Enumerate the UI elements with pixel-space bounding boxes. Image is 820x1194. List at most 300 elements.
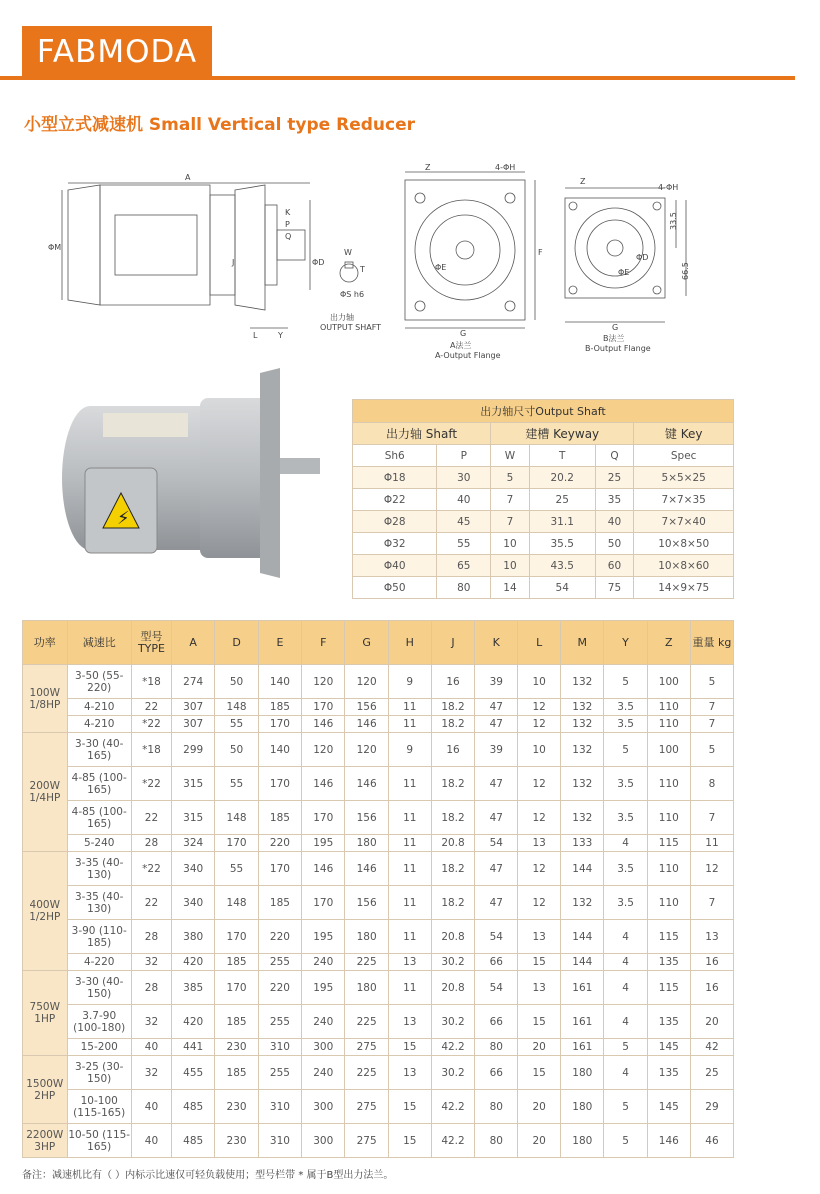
shaft-cell: 5×5×25 [634,467,734,489]
table-cell: 120 [345,665,388,699]
table-cell: 13 [518,835,561,852]
table-cell: 40 [131,1124,171,1158]
table-cell: 385 [172,971,215,1005]
shaft-cell: 20.2 [529,467,595,489]
table-cell: 310 [258,1090,301,1124]
header-rule [0,76,795,80]
table-cell: 12 [518,886,561,920]
table-cell: 42 [690,1039,733,1056]
shaft-table-title: 出力轴尺寸Output Shaft [353,400,734,423]
flange-b-E: ΦE [618,268,630,277]
table-cell: 12 [518,767,561,801]
flange-b-d2: 66.5 [681,262,690,280]
shaft-cell: 80 [437,577,491,599]
table-cell: 132 [561,886,604,920]
table-cell: 15-200 [67,1039,131,1056]
table-cell: 255 [258,1005,301,1039]
shaft-cell: 10×8×50 [634,533,734,555]
shaft-cell: 14×9×75 [634,577,734,599]
table-cell: 55 [215,716,258,733]
table-cell: 180 [561,1056,604,1090]
table-cell: *18 [131,665,171,699]
table-cell: 54 [475,920,518,954]
shaft-group-keyway: 建槽 Keyway [491,423,634,445]
table-cell: 39 [475,733,518,767]
table-cell: 32 [131,954,171,971]
table-cell: 100 [647,665,690,699]
table-cell: 195 [302,971,345,1005]
table-cell: 240 [302,954,345,971]
table-row [23,1056,734,1090]
table-cell: 4-210 [67,716,131,733]
shaft-cell: 10 [491,555,530,577]
table-cell: 275 [345,1090,388,1124]
table-cell: 275 [345,1039,388,1056]
table-cell: 135 [647,1005,690,1039]
shaft-cell: Φ22 [353,489,437,511]
table-cell: 22 [131,801,171,835]
table-cell: 455 [172,1056,215,1090]
shaft-row [353,511,734,533]
shaft-group-shaft: 出力轴 Shaft [353,423,491,445]
table-cell: 66 [475,1005,518,1039]
table-cell: 7 [690,699,733,716]
table-cell: 161 [561,1039,604,1056]
table-cell: 315 [172,801,215,835]
table-cell: 20 [518,1090,561,1124]
table-cell: 3.5 [604,801,647,835]
brand-logo: FABMODA [22,26,212,78]
table-cell: 148 [215,801,258,835]
table-cell: 29 [690,1090,733,1124]
table-cell: 145 [647,1039,690,1056]
table-cell: 185 [258,699,301,716]
table-cell: 380 [172,920,215,954]
table-cell: 170 [302,699,345,716]
table-cell: 13 [388,954,431,971]
dim-A: A [185,173,191,182]
table-cell: 340 [172,886,215,920]
table-cell: 3.5 [604,852,647,886]
table-cell: 5 [604,733,647,767]
table-cell: 13 [690,920,733,954]
flange-b-d1: 33.5 [669,212,678,230]
table-cell: 7 [690,716,733,733]
table-cell: 170 [258,852,301,886]
main-col-header: Z [647,621,690,665]
table-row [23,733,734,767]
table-cell: 28 [131,835,171,852]
power-cell: 1500W 2HP [23,1056,68,1124]
table-cell: 180 [345,920,388,954]
shaft-cell: 40 [595,511,634,533]
table-cell: 156 [345,886,388,920]
table-cell: 133 [561,835,604,852]
table-cell: 145 [647,1090,690,1124]
power-cell: 100W 1/8HP [23,665,68,733]
table-cell: 4-85 (100-165) [67,801,131,835]
table-row [23,716,734,733]
table-cell: 5 [604,1124,647,1158]
main-col-header: L [518,621,561,665]
shaft-cell: 31.1 [529,511,595,533]
table-cell: 310 [258,1039,301,1056]
table-cell: 275 [345,1124,388,1158]
main-col-header: H [388,621,431,665]
table-cell: 300 [302,1039,345,1056]
table-cell: 120 [302,665,345,699]
page-title: 小型立式减速机 Small Vertical type Reducer [24,115,416,135]
table-row [23,767,734,801]
table-cell: 11 [388,835,431,852]
footnote: 备注：减速机比有（ ）内标示比速仅可轻负载使用；型号栏带 * 属于B型出力法兰。 [22,1170,394,1181]
table-cell: 185 [215,954,258,971]
shaft-cell: 54 [529,577,595,599]
svg-text:⚡: ⚡ [117,508,130,529]
dim-T: T [360,265,365,274]
table-cell: 132 [561,767,604,801]
shaft-cell: 50 [595,533,634,555]
shaft-cell: 75 [595,577,634,599]
table-cell: 225 [345,954,388,971]
shaft-cell: 43.5 [529,555,595,577]
flange-a-F: F [538,248,543,257]
shaft-cell: 10×8×60 [634,555,734,577]
table-cell: 7 [690,886,733,920]
table-cell: 5 [690,733,733,767]
table-cell: 42.2 [431,1124,475,1158]
table-cell: 132 [561,716,604,733]
table-cell: 161 [561,1005,604,1039]
table-cell: 4 [604,920,647,954]
table-cell: 170 [302,886,345,920]
table-cell: 16 [431,733,475,767]
table-cell: 16 [431,665,475,699]
table-row [23,835,734,852]
table-cell: 47 [475,852,518,886]
shaft-group-key: 键 Key [634,423,734,445]
flange-b-G: G [612,323,619,332]
table-row [23,852,734,886]
table-cell: 4 [604,1005,647,1039]
shaft-cell: Φ18 [353,467,437,489]
table-cell: 110 [647,699,690,716]
table-cell: 300 [302,1090,345,1124]
table-cell: 13 [388,1056,431,1090]
power-cell: 2200W 3HP [23,1124,68,1158]
table-cell: 3-35 (40-130) [67,852,131,886]
table-cell: 5 [604,1090,647,1124]
table-cell: 195 [302,920,345,954]
table-cell: 25 [690,1056,733,1090]
shaft-col-header: T [529,445,595,467]
table-cell: 4-210 [67,699,131,716]
table-cell: 42.2 [431,1039,475,1056]
table-cell: 3-35 (40-130) [67,886,131,920]
shaft-cell: 65 [437,555,491,577]
dim-Y: Y [278,331,283,340]
table-cell: 170 [302,801,345,835]
shaft-row [353,533,734,555]
table-cell: 146 [647,1124,690,1158]
table-cell: 47 [475,801,518,835]
flange-b-H: 4-ΦH [658,183,679,192]
output-shaft-en: OUTPUT SHAFT [320,323,382,332]
table-cell: 55 [215,767,258,801]
table-cell: 299 [172,733,215,767]
table-cell: 10-50 (115-165) [67,1124,131,1158]
flange-a-en: A-Output Flange [435,351,501,360]
table-cell: 11 [690,835,733,852]
table-cell: 18.2 [431,852,475,886]
table-cell: 18.2 [431,801,475,835]
table-cell: 15 [518,1056,561,1090]
dim-M: ΦM [48,243,62,252]
table-cell: 10-100 (115-165) [67,1090,131,1124]
table-cell: 4 [604,971,647,1005]
table-cell: 3-30 (40-165) [67,733,131,767]
table-cell: 11 [388,699,431,716]
shaft-cell: 30 [437,467,491,489]
table-cell: 170 [215,920,258,954]
table-cell: 110 [647,716,690,733]
shaft-cell: 7 [491,489,530,511]
table-cell: 100 [647,733,690,767]
table-cell: 9 [388,733,431,767]
table-cell: *22 [131,767,171,801]
main-col-header: J [431,621,475,665]
table-cell: 54 [475,971,518,1005]
main-col-header: K [475,621,518,665]
table-cell: 240 [302,1005,345,1039]
main-col-header: A [172,621,215,665]
flange-a-Z: Z [425,163,431,172]
table-row [23,1039,734,1056]
table-cell: 9 [388,665,431,699]
table-cell: 32 [131,1005,171,1039]
table-cell: 5 [690,665,733,699]
table-cell: 340 [172,852,215,886]
table-cell: 220 [258,920,301,954]
table-cell: 170 [215,971,258,1005]
main-col-header: M [561,621,604,665]
table-cell: 30.2 [431,954,475,971]
shaft-cell: 7 [491,511,530,533]
table-cell: 255 [258,954,301,971]
main-col-header: 重量 kg [690,621,733,665]
shaft-cell: Φ40 [353,555,437,577]
table-cell: 110 [647,852,690,886]
table-cell: *22 [131,852,171,886]
table-cell: 185 [258,886,301,920]
table-cell: 13 [518,971,561,1005]
table-cell: 30.2 [431,1005,475,1039]
flange-a-E: ΦE [435,263,447,272]
power-cell: 400W 1/2HP [23,852,68,971]
output-shaft-table [352,399,734,599]
table-cell: 170 [215,835,258,852]
table-cell: 144 [561,920,604,954]
table-row [23,1090,734,1124]
output-shaft-cn: 出力轴 [330,313,354,322]
table-cell: 230 [215,1090,258,1124]
table-cell: 7 [690,801,733,835]
table-cell: 20 [518,1124,561,1158]
table-cell: 310 [258,1124,301,1158]
table-cell: 180 [345,835,388,852]
table-cell: 485 [172,1090,215,1124]
power-cell: 750W 1HP [23,971,68,1056]
table-cell: 47 [475,699,518,716]
table-cell: 20 [690,1005,733,1039]
table-cell: 255 [258,1056,301,1090]
table-cell: 30.2 [431,1056,475,1090]
flange-a-cn: A法兰 [450,341,472,350]
table-cell: 22 [131,886,171,920]
table-cell: 11 [388,971,431,1005]
table-cell: 148 [215,886,258,920]
table-cell: 11 [388,767,431,801]
table-cell: *18 [131,733,171,767]
table-cell: 156 [345,699,388,716]
table-cell: 300 [302,1124,345,1158]
shaft-col-header: W [491,445,530,467]
table-cell: 15 [388,1124,431,1158]
table-row [23,954,734,971]
shaft-row [353,467,734,489]
table-cell: 3.5 [604,716,647,733]
main-col-header: D [215,621,258,665]
table-cell: 240 [302,1056,345,1090]
flange-b-D: ΦD [636,253,649,262]
table-cell: 161 [561,971,604,1005]
table-cell: 12 [518,699,561,716]
table-cell: 5-240 [67,835,131,852]
table-cell: 12 [518,716,561,733]
table-cell: 132 [561,733,604,767]
table-cell: 140 [258,733,301,767]
table-cell: 50 [215,733,258,767]
table-cell: 3.5 [604,767,647,801]
table-cell: 11 [388,886,431,920]
table-cell: 55 [215,852,258,886]
table-cell: 441 [172,1039,215,1056]
table-cell: 230 [215,1124,258,1158]
table-cell: 185 [258,801,301,835]
shaft-cell: 5 [491,467,530,489]
table-cell: 110 [647,801,690,835]
table-cell: 18.2 [431,699,475,716]
table-cell: 148 [215,699,258,716]
table-cell: 12 [690,852,733,886]
table-cell: 135 [647,954,690,971]
table-cell: 3.5 [604,699,647,716]
table-cell: 3-90 (110-185) [67,920,131,954]
shaft-cell: 60 [595,555,634,577]
table-cell: 80 [475,1039,518,1056]
dim-L: L [253,331,258,340]
flange-b-cn: B法兰 [603,334,625,343]
table-cell: 18.2 [431,886,475,920]
table-cell: 40 [131,1090,171,1124]
table-cell: 3-25 (30-150) [67,1056,131,1090]
table-cell: 3-30 (40-150) [67,971,131,1005]
shaft-cell: 25 [529,489,595,511]
table-cell: 146 [345,767,388,801]
shaft-cell: 7×7×40 [634,511,734,533]
reducer-photo [55,368,325,583]
table-cell: 146 [345,716,388,733]
table-cell: 20.8 [431,971,475,1005]
table-cell: 132 [561,699,604,716]
dimension-table [22,620,734,1158]
table-cell: 13 [518,920,561,954]
table-row [23,1005,734,1039]
shaft-col-header: Spec [634,445,734,467]
main-col-header: E [258,621,301,665]
dim-P: P [285,220,290,229]
table-cell: 20.8 [431,920,475,954]
table-cell: 4 [604,1056,647,1090]
table-cell: 230 [215,1039,258,1056]
table-cell: 66 [475,954,518,971]
table-cell: 10 [518,733,561,767]
table-cell: 180 [561,1124,604,1158]
main-col-header: F [302,621,345,665]
table-cell: 144 [561,852,604,886]
table-cell: 3.5 [604,886,647,920]
table-cell: 185 [215,1005,258,1039]
table-row [23,971,734,1005]
table-cell: 315 [172,767,215,801]
shaft-cell: Φ32 [353,533,437,555]
table-cell: 46 [690,1124,733,1158]
table-cell: 110 [647,767,690,801]
table-cell: 22 [131,699,171,716]
table-cell: 12 [518,801,561,835]
table-cell: 307 [172,716,215,733]
table-cell: 220 [258,971,301,1005]
dim-S: ΦS h6 [340,290,365,299]
table-cell: 170 [258,767,301,801]
table-cell: 156 [345,801,388,835]
table-cell: 11 [388,852,431,886]
power-cell: 200W 1/4HP [23,733,68,852]
shaft-cell: 35.5 [529,533,595,555]
shaft-cell: 14 [491,577,530,599]
table-cell: 80 [475,1090,518,1124]
table-cell: 307 [172,699,215,716]
dim-K: K [285,208,291,217]
shaft-cell: 55 [437,533,491,555]
table-cell: 146 [345,852,388,886]
table-cell: 4 [604,835,647,852]
table-cell: 15 [388,1039,431,1056]
table-cell: 4-220 [67,954,131,971]
table-cell: 10 [518,665,561,699]
table-row [23,699,734,716]
table-cell: 274 [172,665,215,699]
table-cell: 485 [172,1124,215,1158]
table-cell: 225 [345,1056,388,1090]
dimension-drawings [40,160,700,365]
table-row [23,1124,734,1158]
table-cell: 47 [475,886,518,920]
table-cell: 66 [475,1056,518,1090]
table-cell: 16 [690,954,733,971]
table-cell: 146 [302,767,345,801]
table-cell: 18.2 [431,767,475,801]
